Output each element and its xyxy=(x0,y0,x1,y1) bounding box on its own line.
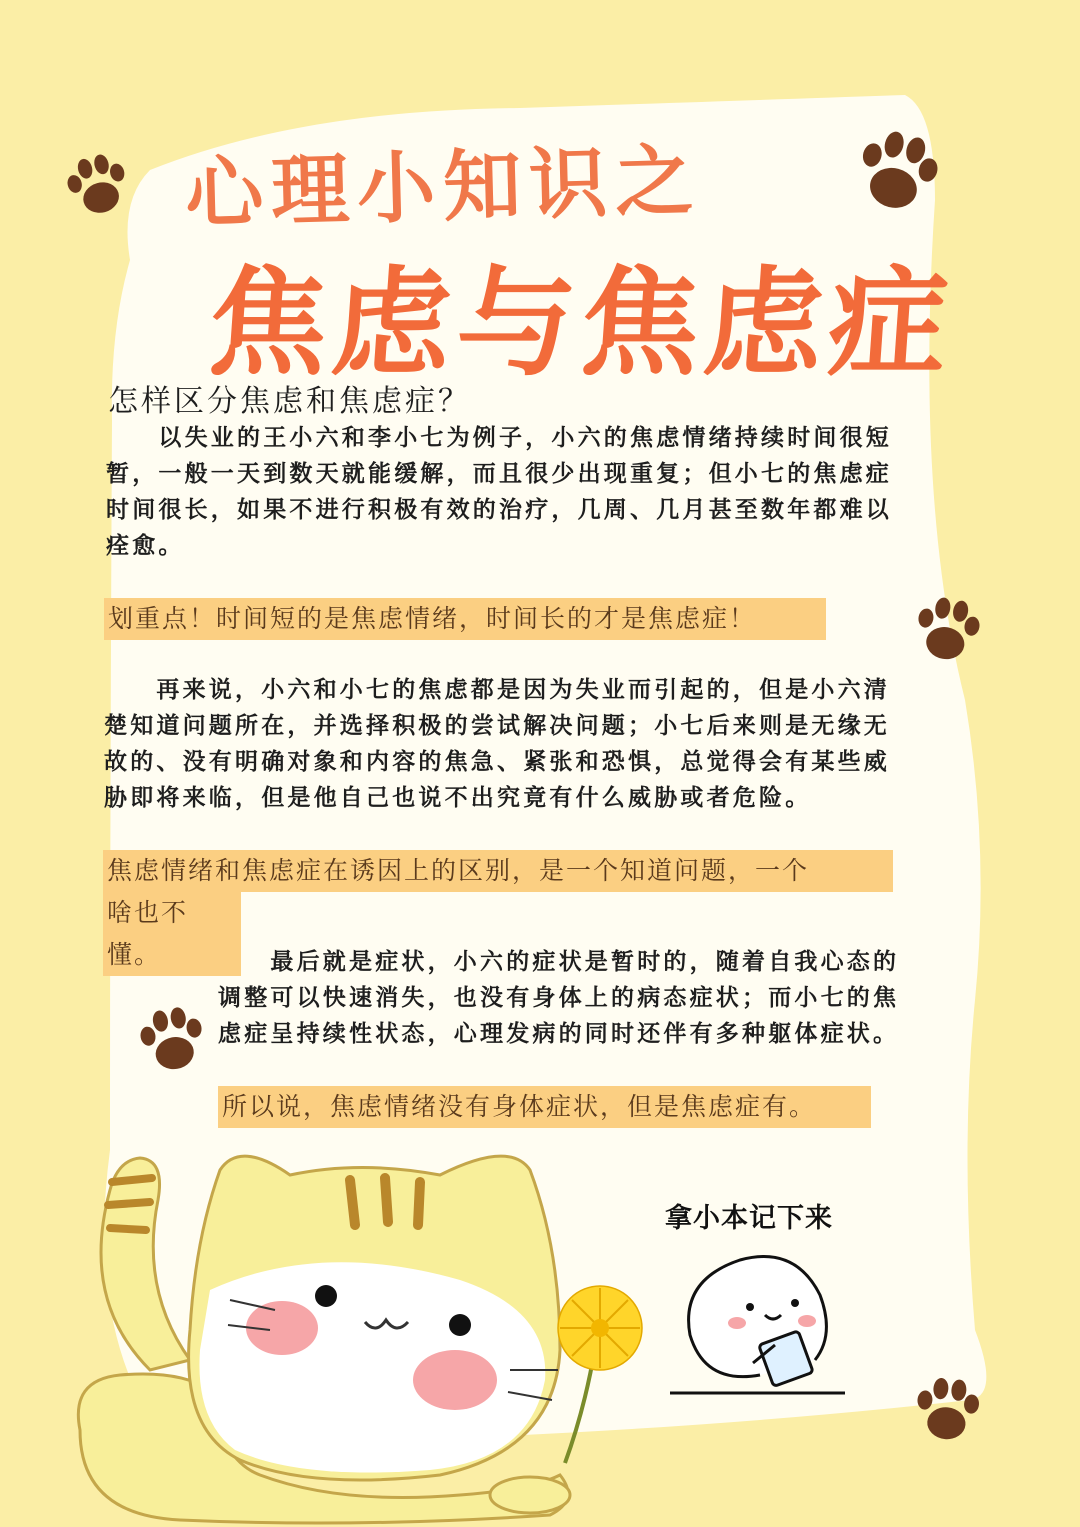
highlight-3: 所以说，焦虑情绪没有身体症状，但是焦虑症有。 xyxy=(218,1086,871,1128)
paw-icon xyxy=(905,1370,990,1450)
paragraph-1: 以失业的王小六和李小七为例子，小六的焦虑情绪持续时间很短暂，一般一天到数天就能缓解，而且很少出现重复；但小七的焦虑症时间很长，如果不进行积极有效的治疗，几周、几月甚至数年都难以痊愈。 xyxy=(106,424,892,559)
highlight-2-line-1: 焦虑情绪和焦虑症在诱因上的区别，是一个知道问题，一个 xyxy=(103,850,893,892)
flower-icon xyxy=(545,1278,655,1468)
cat-icon xyxy=(60,1130,620,1525)
title-line-2: 焦虑与焦虑症 xyxy=(204,254,959,392)
highlight-2-line-2: 啥也不懂。 xyxy=(103,892,241,976)
paragraph-2: 再来说，小六和小七的焦虑都是因为失业而引起的，但是小六清楚知道问题所在，并选择积极的尝试解决问题；小七后来则是无缘无故的、没有明确对象和内容的焦急、紧张和恐惧，总觉得会有某些威胁即将来临，但是他自己也说不出究竟有什么威胁或者危险。 xyxy=(104,676,890,811)
round-face-notebook-icon xyxy=(665,1245,850,1405)
section-heading: 怎样区分焦虑和焦虑症？ xyxy=(108,384,471,419)
paragraph-3: 最后就是症状，小六的症状是暂时的，随着自我心态的调整可以快速消失，也没有身体上的病态症状；而小七的焦虑症呈持续性状态，心理发病的同时还伴有多种躯体症状。 xyxy=(218,948,900,1047)
paw-icon xyxy=(845,122,950,222)
sticker-caption: 拿小本记下来 xyxy=(665,1203,833,1234)
paw-icon xyxy=(130,1000,215,1080)
paw-icon xyxy=(905,590,990,670)
paw-icon xyxy=(58,148,138,223)
title-line-1: 心理小知识之 xyxy=(184,136,703,240)
highlight-1: 划重点！时间短的是焦虑情绪，时间长的才是焦虑症！ xyxy=(104,598,826,640)
